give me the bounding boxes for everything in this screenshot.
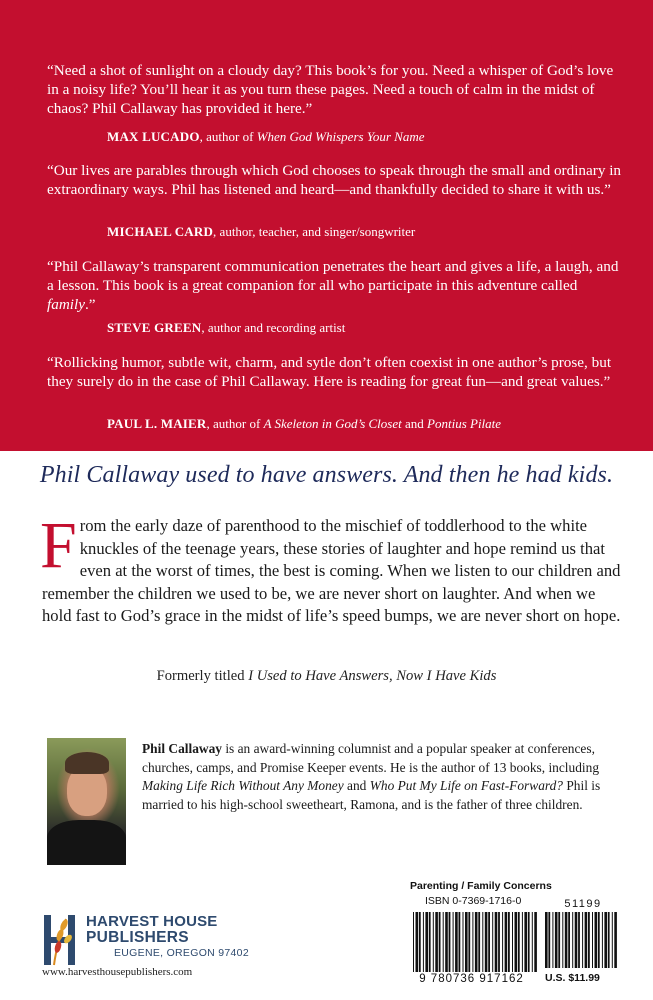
book-title: When God Whispers Your Name: [256, 129, 425, 144]
book-title: A Skeleton in God’s Closet: [263, 416, 402, 431]
drop-cap: F: [40, 509, 77, 582]
publisher-logo: [42, 905, 249, 970]
endorsement-attribution-1: MAX LUCADO, author of When God Whispers Your Name: [107, 129, 425, 144]
price: U.S. $11.99: [545, 972, 600, 984]
endorsement-panel: [0, 0, 653, 451]
ean-number: 9 780736 917162: [419, 973, 524, 985]
endorsement-attribution-4: PAUL L. MAIER, author of A Skeleton in God’s Closet and Pontius Pilate: [107, 416, 502, 431]
book-title: Pontius Pilate: [427, 416, 502, 431]
barcode-addon-number: 51199: [564, 898, 602, 910]
endorser-name: MAX LUCADO: [107, 129, 200, 144]
publisher-location: EUGENE, OREGON 97402: [114, 947, 249, 959]
endorsement-attribution-2: MICHAEL CARD, author, teacher, and singer/songwriter: [107, 224, 416, 239]
book-description: From the early daze of parenthood to the mischief of toddlerhood to the white knuckles of the teenage years, these stories of laughter and hope remind us that even at the worst of times, the best is coming. When we listen to our children and remember the children we used to be, we are never short on laughter. And when we hold fast to God’s grace in the midst of life’s speed bumps, we are never short on hope.: [40, 509, 621, 625]
tagline: Phil Callaway used to have answers. And then he had kids.: [39, 462, 614, 488]
book-category: Parenting / Family Concerns: [410, 880, 552, 892]
author-name: Phil Callaway: [142, 741, 222, 756]
endorser-name: STEVE GREEN: [107, 320, 202, 335]
author-photo: [47, 738, 126, 865]
endorser-name: MICHAEL CARD: [107, 224, 214, 239]
barcode-addon: [545, 912, 617, 968]
harvest-wheat-icon: [42, 909, 80, 969]
endorsement-quote-3: “Phil Callaway’s transparent communication penetrates the heart and gives a life, a laugh, and a lesson. This book is a great companion for all who participate in this adventure called family.”: [47, 258, 619, 313]
barcode: [413, 912, 537, 972]
endorsement-quote-4: “Rollicking humor, subtle wit, charm, and sytle don’t often coexist in one author’s prose, but they surely do in the case of Phil Callaway. Here is reading for great fun—and great values.”: [47, 354, 612, 390]
publisher-name-line1: HARVEST HOUSE: [86, 913, 218, 930]
publisher-name-line2: PUBLISHERS: [86, 929, 189, 946]
endorsement-quote-1: “Need a shot of sunlight on a cloudy day? This book’s for you. Need a whisper of God’s love in a noisy life? You’ll hear it as you turn these pages. Need a touch of calm in the midst of chaos? Phil Callaway has provided it here.”: [47, 62, 614, 117]
formerly-titled: Formerly titled I Used to Have Answers, Now I Have Kids: [156, 668, 497, 684]
publisher-url: www.harvesthousepublishers.com: [42, 966, 193, 978]
author-bio: Phil Callaway is an award-winning columnist and a popular speaker at conferences, churches, camps, and Promise Keeper events. He is the author of 13 books, including Making Life Rich Without Any Money and Who Put My Life on Fast-Forward? Phil is married to his high-school sweetheart, Ramona, and is the father of three children.: [142, 741, 601, 812]
endorser-name: PAUL L. MAIER: [107, 416, 207, 431]
endorsement-attribution-3: STEVE GREEN, author and recording artist: [107, 320, 346, 335]
isbn-number: ISBN 0-7369-1716-0: [425, 895, 522, 907]
endorsement-quote-2: “Our lives are parables through which God chooses to speak through the small and ordinary in extraordinary ways. Phil has listened and heard—and thankfully decided to share it with us.”: [47, 162, 622, 198]
